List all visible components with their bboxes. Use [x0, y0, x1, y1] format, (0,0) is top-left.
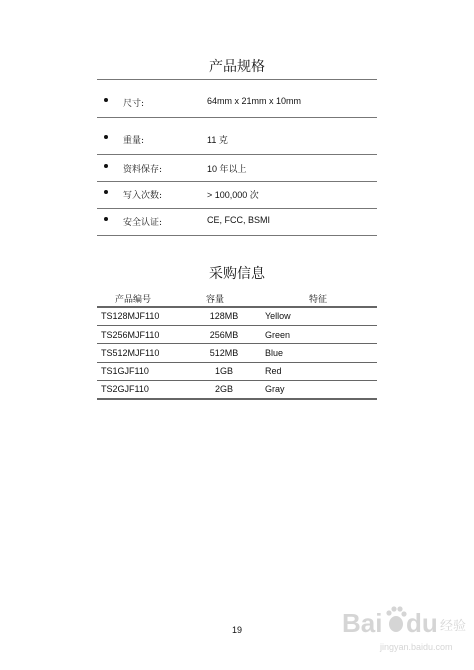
cell-color: Green: [265, 330, 291, 340]
spec-label: 尺寸:: [123, 99, 145, 109]
bullet-icon: [104, 164, 108, 168]
table-row-rule: [97, 325, 377, 326]
cell-model: TS512MJF110: [101, 348, 160, 358]
table-row-rule: [97, 343, 377, 344]
bullet-icon: [104, 135, 108, 139]
spec-divider: [97, 79, 377, 80]
svg-text:经验: 经验: [440, 619, 467, 634]
cell-capacity: 256MB: [209, 330, 239, 340]
spec-divider: [97, 208, 377, 209]
table-row-rule: [97, 380, 377, 381]
spec-label: 写入次数:: [123, 191, 163, 201]
spec-value: > 100,000 次: [207, 190, 259, 200]
spec-divider: [97, 117, 377, 118]
spec-divider: [97, 154, 377, 155]
spec-row: [97, 131, 377, 147]
cell-capacity: 128MB: [209, 311, 239, 321]
spec-row: [97, 186, 377, 202]
cell-capacity: 512MB: [209, 348, 239, 358]
table-row: [97, 309, 377, 323]
header-capacity: 容量: [206, 295, 225, 305]
table-row: [97, 328, 377, 342]
cell-color: Red: [265, 366, 282, 376]
svg-text:Bai: Bai: [342, 608, 383, 638]
baidu-jingyan-watermark-logo: [340, 598, 470, 658]
spec-divider: [97, 235, 377, 236]
table-row: [97, 346, 377, 360]
cell-capacity: 2GB: [214, 384, 233, 394]
spec-section-title: 产品规格: [209, 59, 265, 75]
table-bottom-rule: [97, 398, 377, 400]
spec-label: 重量:: [123, 136, 145, 146]
spec-value: CE, FCC, BSMI: [207, 215, 271, 225]
cell-color: Gray: [265, 384, 285, 394]
cell-color: Blue: [265, 348, 284, 358]
cell-model: TS2GJF110: [101, 384, 149, 394]
bullet-icon: [104, 190, 108, 194]
table-header: [97, 291, 377, 305]
svg-text:du: du: [406, 608, 438, 638]
cell-model: TS128MJF110: [101, 311, 160, 321]
page-number: 19: [231, 625, 242, 635]
spec-value: 64mm x 21mm x 10mm: [207, 96, 302, 106]
spec-row: [97, 160, 377, 176]
svg-text:jingyan.baidu.com: jingyan.baidu.com: [380, 642, 453, 652]
spec-label: 安全认证:: [123, 218, 163, 228]
table-header-rule: [97, 306, 377, 308]
bullet-icon: [104, 98, 108, 102]
table-row: [97, 382, 377, 396]
bullet-icon: [104, 217, 108, 221]
purchase-section-title: 采购信息: [209, 266, 265, 282]
cell-capacity: 1GB: [214, 366, 233, 376]
spec-value: 10 年以上: [207, 164, 247, 174]
spec-value: 11 克: [207, 135, 228, 145]
spec-row: [97, 94, 377, 110]
cell-model: TS256MJF110: [101, 330, 160, 340]
header-model: 产品编号: [115, 295, 152, 305]
table-row: [97, 364, 377, 378]
spec-label: 资料保存:: [123, 165, 163, 175]
header-feature: 特征: [309, 295, 328, 305]
cell-color: Yellow: [265, 311, 291, 321]
spec-row: [97, 213, 377, 229]
table-row-rule: [97, 362, 377, 363]
cell-model: TS1GJF110: [101, 366, 149, 376]
spec-divider: [97, 181, 377, 182]
